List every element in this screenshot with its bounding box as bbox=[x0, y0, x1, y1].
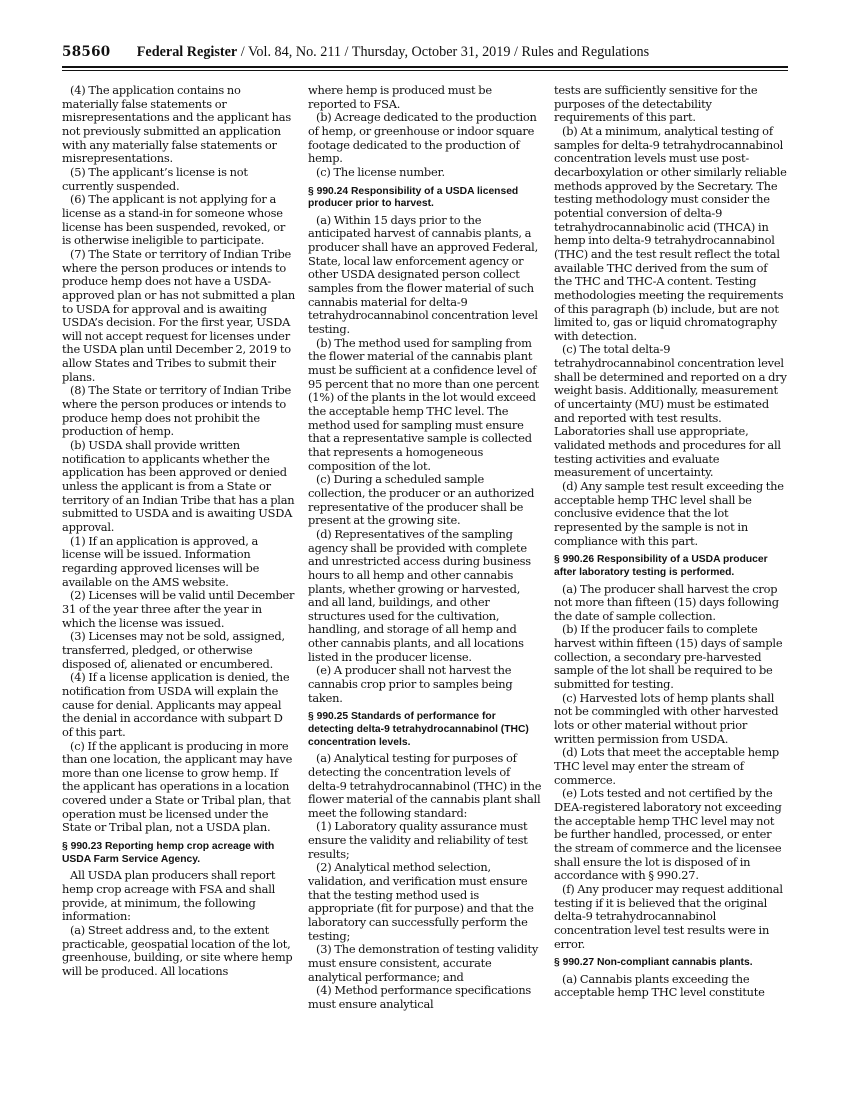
paragraph: (d) Lots that meet the acceptable hemp THC level may enter the stream of commerce. bbox=[554, 745, 779, 787]
section-heading: § 990.23 Reporting hemp crop acreage with USDA Farm Service Agency. bbox=[62, 841, 275, 865]
paragraph: (d) Any sample test result exceeding the acceptable hemp THC level shall be conclusive evidence that the lot represented by the sample is not in compliance with this part. bbox=[554, 479, 784, 548]
paragraph: tests are sufficiently sensitive for the purposes of the detectability requirements of this part. bbox=[554, 84, 758, 125]
paragraph: (6) The applicant is not applying for a license as a stand-in for someone whose license has been suspended, revoked, or is otherwise ineligible to participate. bbox=[62, 192, 286, 248]
paragraph: (4) The application contains no materially false statements or misrepresentations and the applicant has not previously submitted an application with any materially false statements or misrepresentations. bbox=[62, 84, 291, 166]
paragraph: (d) Representatives of the sampling agency shall be provided with complete and unrestricted access during business hours to all hemp and other cannabis plants, whether growing or harvested, and all land, buildings, and other structures used for the cultivation, handling, and storage of all hemp and other cannabis plants, and all locations listed in the producer license. bbox=[308, 526, 531, 664]
paragraph: (a) Cannabis plants exceeding the acceptable hemp THC level constitute bbox=[554, 971, 765, 1000]
paragraph: (b) The method used for sampling from the flower material of the cannabis plant must be sufficient at a confidence level of 95 percent that no more than one percent (1%) of the plants in the lot would exceed the acceptable hemp THC level. The method used for sampling must ensure that a representative sample is collected that represents a homogeneous composition of the lot. bbox=[308, 335, 539, 473]
text-column-3 bbox=[554, 84, 788, 1084]
section-heading: § 990.26 Responsibility of a USDA producer after laboratory testing is performed. bbox=[554, 554, 768, 578]
text-column-1 bbox=[62, 84, 296, 1084]
paragraph: (c) Harvested lots of hemp plants shall not be commingled with other harvested lots or other material without prior written permission from USDA. bbox=[554, 690, 779, 746]
paragraph: (3) Licenses may not be sold, assigned, transferred, pledged, or otherwise disposed of, alienated or encumbered. bbox=[62, 629, 285, 671]
publication-title: Federal Register bbox=[136, 44, 238, 60]
paragraph: (c) The license number. bbox=[316, 164, 445, 179]
paragraph: (1) If an application is approved, a license will be issued. Information regarding approved licenses will be available on the AMS website. bbox=[62, 533, 260, 589]
paragraph: (b) If the producer fails to complete harvest within fifteen (15) days of sample collection, a secondary pre-harvested sample of the lot shall be required to be submitted for testing. bbox=[554, 622, 783, 692]
paragraph: (7) The State or territory of Indian Tribe where the person produces or intends to produce hemp does not have a USDA-approved plan or has not submitted a plan to USDA for approval and is awaiting USDA’s decision. For the first year, USDA will not accept request for licenses under the USDA plan until December 2, 2019 to allow States and Tribes to submit their plans. bbox=[62, 246, 296, 384]
paragraph: (8) The State or territory of Indian Tribe where the person produces or intends to produce hemp does not prohibit the production of hemp. bbox=[62, 383, 292, 439]
section-heading: § 990.27 Non-compliant cannabis plants. bbox=[554, 957, 753, 969]
issue-info: / Vol. 84, No. 211 / Thursday, October 31, 2019 / Rules and Regulations bbox=[237, 44, 650, 60]
paragraph: All USDA plan producers shall report hemp crop acreage with FSA and shall provide, at minimum, the following information: bbox=[62, 868, 276, 924]
running-head bbox=[137, 44, 649, 60]
paragraph: (e) A producer shall not harvest the cannabis crop prior to samples being taken. bbox=[308, 663, 513, 705]
paragraph: (b) USDA shall provide written notification to applicants whether the application has been approved or denied unless the applicant is from a State or territory of an Indian Tribe that has a plan submitted to USDA and is awaiting USDA approval. bbox=[62, 438, 295, 534]
paragraph: (a) Analytical testing for purposes of detecting the concentration levels of delta-9 tetrahydrocannabinol (THC) in the flower material of the cannabis plant shall meet the following standard: bbox=[308, 751, 542, 820]
paragraph: (c) The total delta-9 tetrahydrocannabinol concentration level shall be determined and reported on a dry weight basis. Additionally, measurement of uncertainty (MU) must be estimated and reported with test results. Laboratories shall use appropriate, validated methods and procedures for all testing activities and evaluate measurement of uncertainty. bbox=[554, 342, 787, 480]
paragraph: where hemp is produced must be reported to FSA. bbox=[308, 84, 492, 111]
paragraph: (a) Within 15 days prior to the anticipated harvest of cannabis plants, a producer shall have an approved Federal, State, local law enforcement agency or other USDA designated person collect samples from the flower material of such cannabis material for delta-9 tetrahydrocannabinol concentration level testing. bbox=[308, 212, 538, 337]
paragraph: (4) If a license application is denied, the notification from USDA will explain the cause for denial. Applicants may appeal the denial in accordance with subpart D of this part. bbox=[62, 670, 290, 739]
header-rule-thin bbox=[62, 70, 788, 71]
section-heading: § 990.25 Standards of performance for detecting delta-9 tetrahydrocannabinol (THC) concentration levels. bbox=[308, 711, 529, 748]
paragraph: (f) Any producer may request additional testing if it is believed that the original delta-9 tetrahydrocannabinol concentration level test results were in error. bbox=[554, 881, 783, 951]
paragraph: (b) Acreage dedicated to the production of hemp, or greenhouse or indoor square footage dedicated to the production of hemp. bbox=[308, 110, 537, 166]
section-heading: § 990.24 Responsibility of a USDA licensed producer prior to harvest. bbox=[308, 185, 519, 210]
paragraph: (4) Method performance specifications must ensure analytical bbox=[308, 983, 532, 1011]
text-column-2 bbox=[308, 84, 542, 1084]
header-rule-thick bbox=[62, 66, 788, 68]
paragraph: (a) The producer shall harvest the crop not more than fifteen (15) days following the date of sample collection. bbox=[554, 581, 779, 623]
paragraph: (c) During a scheduled sample collection, the producer or an authorized representative of the producer shall be present at the growing site. bbox=[308, 472, 535, 528]
paragraph: (a) Street address and, to the extent practicable, geospatial location of the lot, greenhouse, building, or site where hemp will be produced. All locations bbox=[62, 922, 293, 978]
paragraph: (2) Analytical method selection, validation, and verification must ensure that the testing method used is appropriate (fit for purpose) and that the laboratory can successfully perform the testing; bbox=[308, 860, 534, 943]
paragraph: (b) At a minimum, analytical testing of samples for delta-9 tetrahydrocannabinol concentration levels must use post-decarboxylation or other similarly reliable methods approved by the Secretary. The testing methodology must consider the potential conversion of delta-9 tetrahydrocannabinolic acid (THCA) in hemp into delta-9 tetrahydrocannabinol (THC) and the test result reflect the total available THC derived from the sum of the THC and THC-A content. Testing methodologies meeting the requirements of this paragraph (b) include, but are not limited to, gas or liquid chromatography with detection. bbox=[554, 123, 787, 343]
paragraph: (2) Licenses will be valid until December 31 of the year three after the year in which the license was issued. bbox=[62, 588, 295, 630]
paragraph: (5) The applicant’s license is not currently suspended. bbox=[62, 164, 248, 193]
paragraph: (1) Laboratory quality assurance must ensure the validity and reliability of test results; bbox=[308, 819, 528, 861]
paragraph: (e) Lots tested and not certified by the DEA-registered laboratory not exceeding the acceptable hemp THC level may not be further handled, processed, or enter the stream of commerce and the licensee shall ensure the lot is disposed of in accordance with § 990.27. bbox=[554, 786, 782, 883]
page-number: 58560 bbox=[62, 44, 111, 60]
paragraph: (c) If the applicant is producing in more than one location, the applicant may have more than one license to grow hemp. If the applicant has operations in a location covered under a State or Tribal plan, that operation must be licensed under the State or Tribal plan, not a USDA plan. bbox=[62, 738, 293, 835]
paragraph: (3) The demonstration of testing validity must ensure consistent, accurate analytical performance; and bbox=[308, 942, 539, 984]
